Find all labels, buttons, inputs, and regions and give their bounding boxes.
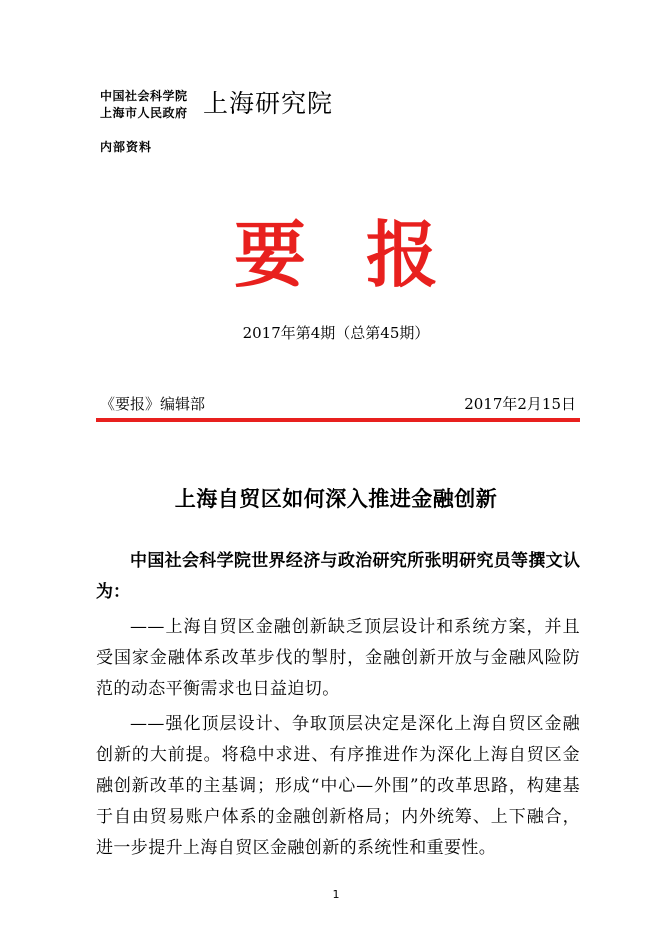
classification-label: 内部资料 [100, 140, 153, 154]
masthead-title: 要报 [233, 212, 498, 297]
publication-date: 2017年2月15日 [464, 395, 576, 413]
org-line-shanghai-gov: 上海市人民政府 [100, 106, 188, 120]
institute-name: 上海研究院 [203, 89, 334, 118]
body-paragraph: ——上海自贸区金融创新缺乏顶层设计和系统方案，并且受国家金融体系改革步伐的掣肘，金融创新开放与金融风险防范的动态平衡需求也日益迫切。 [96, 617, 580, 699]
org-line-cass: 中国社会科学院 [100, 89, 188, 103]
article-title: 上海自贸区如何深入推进金融创新 [174, 486, 498, 511]
author-line: 中国社会科学院世界经济与政治研究所张明研究员等撰文认为： [96, 551, 580, 602]
page-number: 1 [332, 888, 340, 901]
header-divider [96, 418, 580, 422]
issue-number: 2017年第4期（总第45期） [242, 324, 430, 342]
body-paragraph: ——强化顶层设计、争取顶层决定是深化上海自贸区金融创新的大前提。将稳中求进、有序推进作为深化上海自贸区金融创新改革的主基调；形成“中心—外围”的改革思路，构建基于自由贸易账户体系的金融创新格局；内外统筹、上下融合，进一步提升上海自贸区金融创新的系统性和重要性。 [96, 714, 580, 858]
editorial-department: 《要报》编辑部 [100, 395, 206, 413]
